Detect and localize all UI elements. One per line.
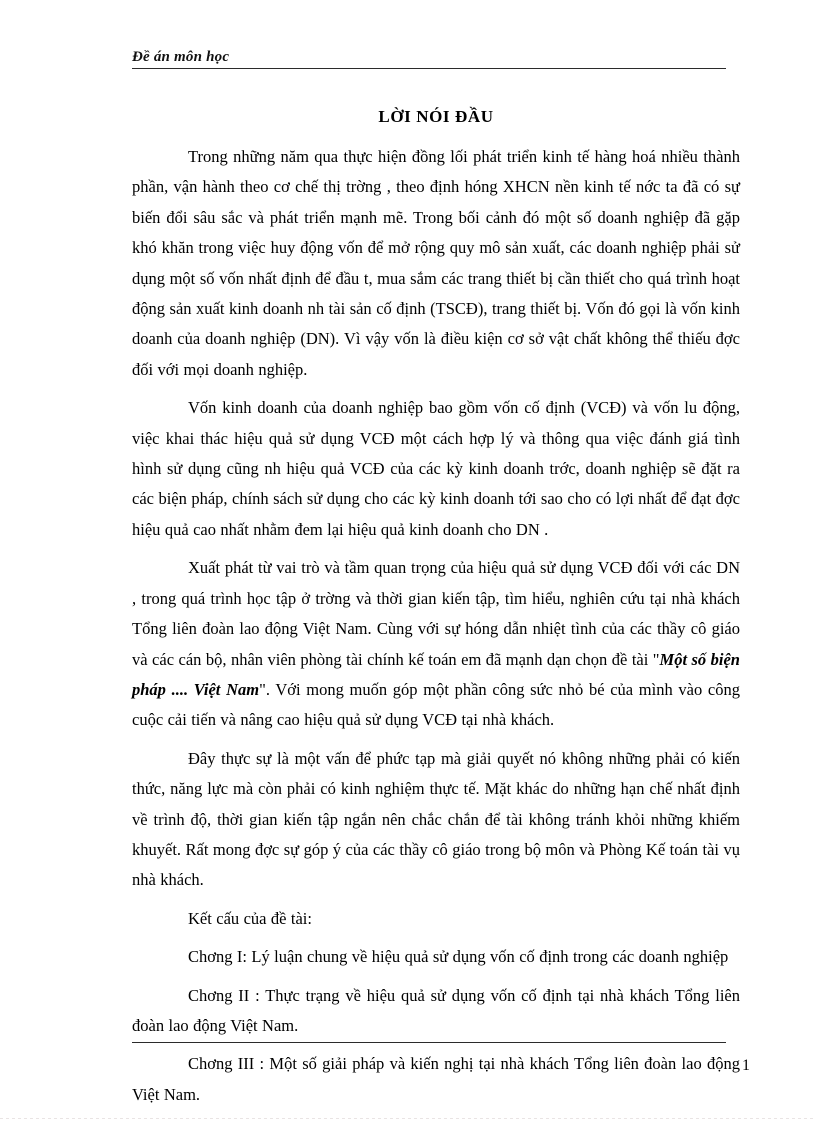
paragraph-chapter-2: Chơng II : Thực trạng về hiệu quả sử dụng vốn cố định tại nhà khách Tổng liên đoàn lao động Việt Nam.	[132, 985, 740, 1035]
paragraph-structure-heading: Kết cấu của đề tài:	[188, 908, 312, 928]
paragraph-intro: Trong những năm qua thực hiện đồng lối phát triển kinh tế hàng hoá nhiều thành phần, vận hành theo cơ chế thị trờng , theo định hóng XHCN nền kinh tế nớc ta đã có sự biến đổi sâu sắc và phát triển mạnh mẽ. Trong bối cảnh đó một số doanh nghiệp đã gặp khó khăn trong việc huy động vốn để mở rộng quy mô sản xuất, các doanh nghiệp phải sử dụng một số vốn nhất định để đầu t, mua sắm các trang thiết bị cần thiết cho quá trình hoạt động sản xuất kinh doanh nh tài sản cố định (TSCĐ), trang thiết bị. Vốn đó gọi là vốn kinh doanh của doanh nghiệp (DN). Vì vậy vốn là điều kiện cơ sở vật chất không thể thiếu đợc đối với mọi doanh nghiệp.	[132, 147, 740, 379]
topic-text-after: ". Với mong muốn góp một phần công sức nhỏ bé của mình vào công cuộc cải tiến và nâng cao hiệu quả sử dụng VCĐ tại nhà khách.	[132, 679, 740, 730]
header-divider	[132, 68, 726, 69]
running-header	[132, 48, 726, 66]
topic-text-before: Xuất phát từ vai trò và tầm quan trọng của hiệu quả sử dụng VCĐ đối với các DN , trong quá trình học tập ở trờng và thời gian kiến tập, tìm hiểu, nghiên cứu tại nhà khách Tổng liên đoàn lao động Việt Nam. Cùng với sự hóng dẫn nhiệt tình của các thầy cô giáo và các cán bộ, nhân viên phòng tài chính kế toán em đã mạnh dạn chọn đề tài "	[132, 558, 740, 669]
thesis-title-emphasis: Một số biện pháp .... Việt Nam	[132, 649, 740, 699]
paragraph-chapter-3: Chơng III : Một số giải pháp và kiến nghị tại nhà khách Tổng liên đoàn lao động Việt Nam.	[132, 1054, 740, 1104]
page-title: LỜI NÓI ĐẦU	[378, 107, 494, 126]
document-body	[132, 106, 740, 1110]
paragraph-chapter-1: Chơng I: Lý luận chung về hiệu quả sử dụng vốn cố định trong các doanh nghiệp	[188, 947, 729, 967]
paragraph-topic-selection	[132, 553, 740, 735]
page-number: 1	[742, 1057, 750, 1074]
paragraph-limitations: Đây thực sự là một vấn để phức tạp mà giải quyết nó không những phải có kiến thức, năng lực mà còn phải có kinh nghiệm thực tế. Mặt khác do những hạn chế nhất định về trình độ, thời gian kiến tập ngắn nên chắc chắn để tài không tránh khỏi những khiếm khuyết. Rất mong đợc sự góp ý của các thầy cô giáo trong bộ môn và Phòng Kế toán tài vụ nhà khách.	[132, 748, 740, 890]
footer-divider	[132, 1042, 726, 1043]
paragraph-working-capital: Vốn kinh doanh của doanh nghiệp bao gồm vốn cố định (VCĐ) và vốn lu động, việc khai thác hiệu quả sử dụng VCĐ một cách hợp lý và thông qua việc đánh giá tình hình sử dụng cũng nh hiệu quả VCĐ của các kỳ kinh doanh trớc, doanh nghiệp sẽ đặt ra các biện pháp, chính sách sử dụng cho các kỳ kinh doanh tới sao cho có lợi nhất để đạt đợc hiệu quả cao nhất nhằm đem lại hiệu quả kinh doanh cho DN .	[132, 398, 740, 539]
scan-edge-artifact	[0, 1118, 816, 1119]
header-title: Đề án môn học	[132, 49, 230, 65]
